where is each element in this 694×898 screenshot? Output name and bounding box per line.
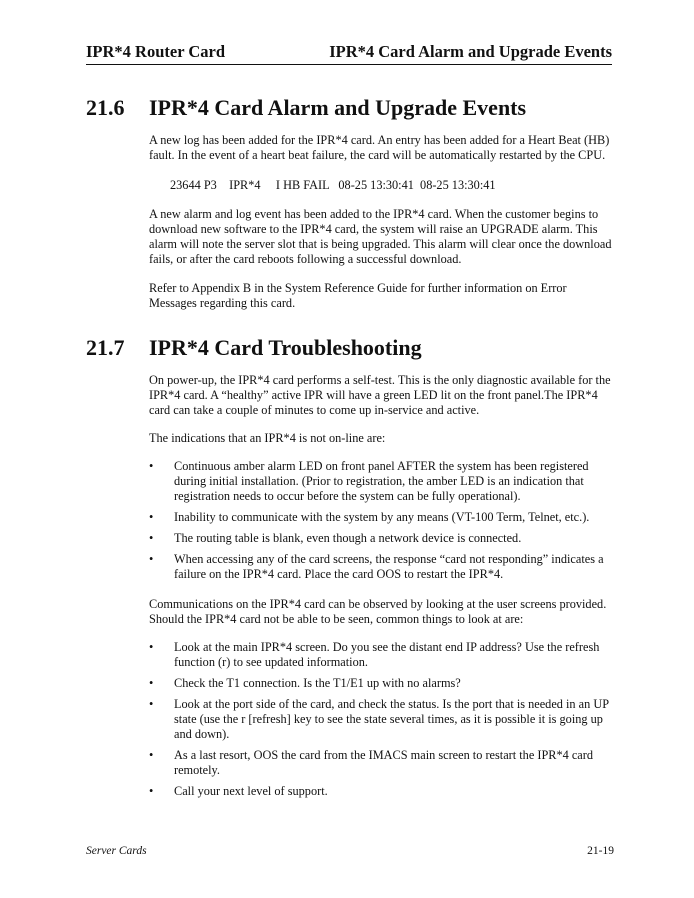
section-number: 21.6 xyxy=(86,95,125,120)
footer-section-name: Server Cards xyxy=(86,845,147,857)
paragraph-power-up: On power-up, the IPR*4 card performs a self-test. This is the only diagnostic available for the IPR*4 card. A “healthy” active IPR will have a green LED lit on the front panel.The IPR*4 card can take a couple of minutes to come up in-service and active. xyxy=(149,373,611,417)
bullet-icon: • xyxy=(149,552,154,566)
bullet-icon: • xyxy=(149,510,154,524)
bullet-icon: • xyxy=(149,748,154,762)
section-title-text: IPR*4 Card Alarm and Upgrade Events xyxy=(149,95,527,120)
list-item: • The routing table is blank, even though a network device is connected. xyxy=(149,531,522,545)
bullet-icon: • xyxy=(149,697,154,711)
paragraph-communications: Communications on the IPR*4 card can be observed by looking at the user screens provided. Should the IPR*4 card not be able to be seen, common things to look at are: xyxy=(149,597,607,626)
section-title-text: IPR*4 Card Troubleshooting xyxy=(149,335,422,360)
bullet-icon: • xyxy=(149,676,154,690)
list-item: • Continuous amber alarm LED on front panel AFTER the system has been registered during initial installation. (Prior to registration, the amber LED is an indication that registration needs to occur before the system can be fully operational). xyxy=(149,459,589,503)
list-item: • When accessing any of the card screens, the response “card not responding” indicates a failure on the IPR*4 card. Place the card OOS to restart the IPR*4. xyxy=(149,552,604,581)
bullet-icon: • xyxy=(149,459,154,473)
header-right-title: IPR*4 Card Alarm and Upgrade Events xyxy=(329,42,612,61)
things-to-check-list xyxy=(149,640,614,805)
section-heading-21-7 xyxy=(86,335,422,361)
section-number: 21.7 xyxy=(86,335,125,360)
paragraph-heartbeat-log: A new log has been added for the IPR*4 card. An entry has been added for a Heart Beat (HB) fault. In the event of a heart beat failure, the card will be automatically restarted by the CPU. xyxy=(149,133,610,162)
list-item: • Inability to communicate with the system by any means (VT-100 Term, Telnet, etc.). xyxy=(149,510,590,524)
section-heading-21-6 xyxy=(86,95,526,121)
paragraph-indications-intro: The indications that an IPR*4 is not on-line are: xyxy=(149,431,386,445)
list-item: • As a last resort, OOS the card from the IMACS main screen to restart the IPR*4 card remotely. xyxy=(149,748,594,777)
bullet-icon: • xyxy=(149,784,154,798)
list-item: • Look at the port side of the card, and check the status. Is the port that is needed in an UP state (use the r [refresh] key to see the state several times, as it is possible it is going up and down). xyxy=(149,697,609,741)
bullet-icon: • xyxy=(149,531,154,545)
page-header xyxy=(86,40,612,65)
footer-page-number: 21-19 xyxy=(587,845,614,857)
header-left-title: IPR*4 Router Card xyxy=(86,42,226,61)
paragraph-refer-appendix: Refer to Appendix B in the System Reference Guide for further information on Error Messages regarding this card. xyxy=(149,281,567,310)
list-item: • Check the T1 connection. Is the T1/E1 up with no alarms? xyxy=(149,676,461,690)
paragraph-upgrade-alarm: A new alarm and log event has been added to the IPR*4 card. When the customer begins to download new software to the IPR*4 card, the system will raise an UPGRADE alarm. This alarm will note the server slot that is being upgraded. This alarm will clear once the download fails, or after the card reboots following a successful download. xyxy=(149,207,612,266)
bullet-icon: • xyxy=(149,640,154,654)
list-item: • Look at the main IPR*4 screen. Do you see the distant end IP address? Use the refresh function (r) to see updated information. xyxy=(149,640,600,669)
log-entry-example: 23644 P3 IPR*4 I HB FAIL 08-25 13:30:41 08-25 13:30:41 xyxy=(170,178,496,192)
list-item: • Call your next level of support. xyxy=(149,784,328,798)
indications-list xyxy=(149,459,614,588)
